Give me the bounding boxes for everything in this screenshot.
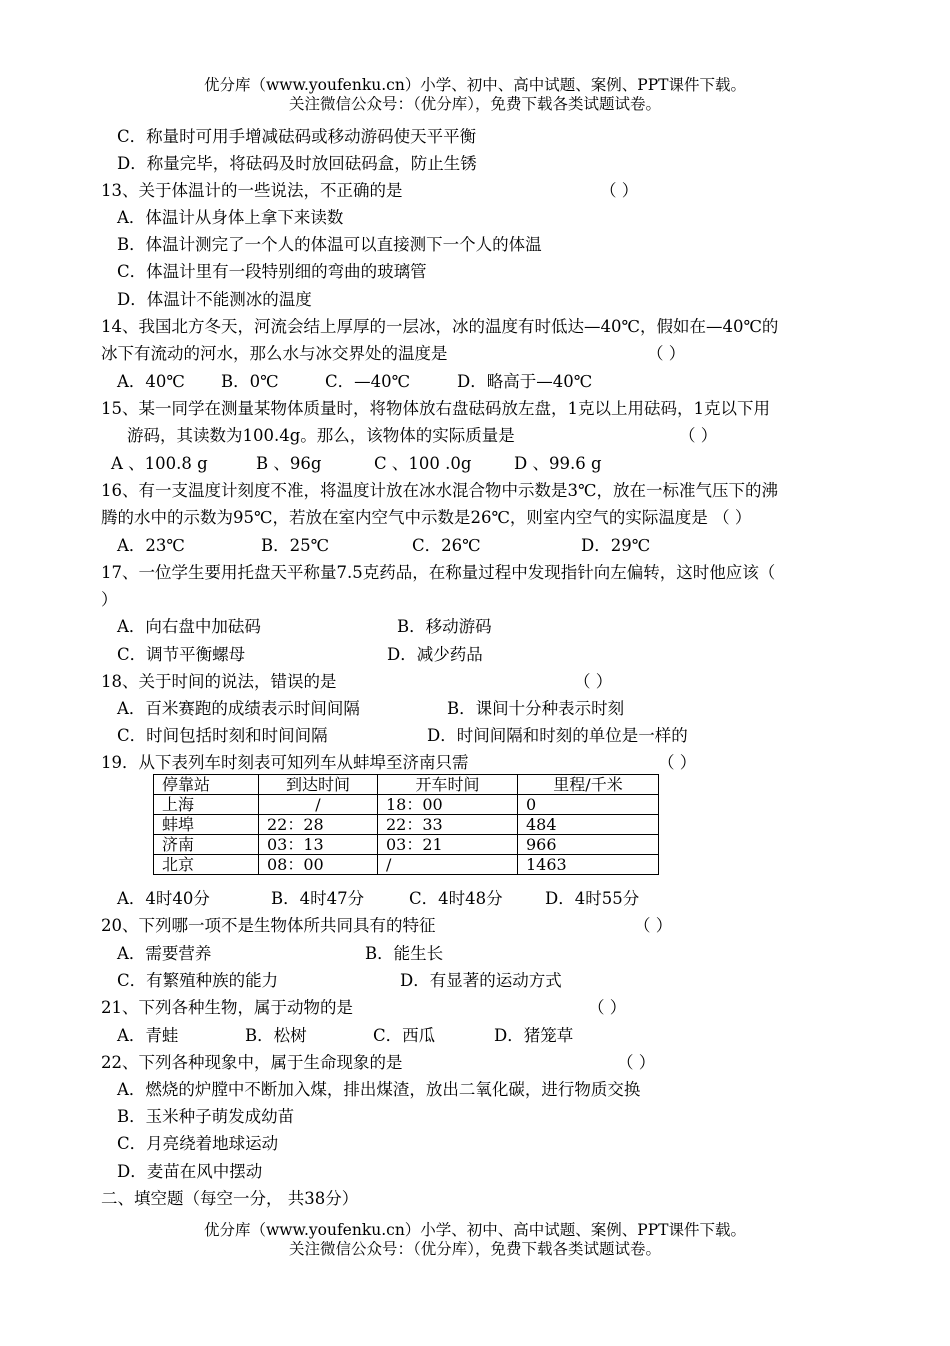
table-cell: 22：33 (378, 815, 518, 835)
q15-answer-blank: （ ） (679, 426, 718, 445)
table-cell: 上海 (154, 795, 259, 815)
q18-stem: 18、关于时间的说法，错误的是 (101, 672, 337, 691)
table-header-cell: 停靠站 (154, 775, 259, 795)
q13-option-a: A．体温计从身体上拿下来读数 (117, 208, 344, 227)
table-cell: 22：28 (259, 815, 378, 835)
q22-stem: 22、下列各种现象中，属于生命现象的是 (101, 1053, 403, 1072)
q16-option-a: A．23℃ (117, 536, 185, 555)
table-cell: 966 (518, 835, 659, 855)
table-cell: 484 (518, 815, 659, 835)
q19-stem: 19．从下表列车时刻表可知列车从蚌埠至济南只需 (101, 753, 469, 772)
q16-option-c: C．26℃ (412, 536, 481, 555)
header-line-2: 关注微信公众号：（优分库），免费下载各类试题试卷。 (288, 95, 661, 113)
q17-stem-line-2: ） (101, 590, 118, 609)
table-row (154, 795, 659, 815)
table-row (154, 855, 659, 875)
q22-option-c: C．月亮绕着地球运动 (117, 1134, 279, 1153)
table-cell: 济南 (154, 835, 259, 855)
q21-option-d: D．猪笼草 (494, 1026, 574, 1045)
q19-option-b: B．4时47分 (271, 889, 365, 908)
q16-option-d: D．29℃ (581, 536, 651, 555)
footer-line-2: 关注微信公众号：（优分库），免费下载各类试题试卷。 (288, 1240, 661, 1258)
table-header-cell: 里程/千米 (518, 775, 659, 795)
q14-option-b: B．0℃ (221, 372, 279, 391)
q14-option-a: A．40℃ (117, 372, 185, 391)
q15-option-c: C 、100 .0g (374, 454, 472, 473)
q15-stem-line-1: 15、某一同学在测量某物体质量时，将物体放右盘砝码放左盘，1克以上用砝码，1克以下用 (101, 399, 770, 418)
q17-option-a: A．向右盘中加砝码 (117, 617, 261, 636)
q14-option-c: C．—40℃ (325, 372, 411, 391)
q21-option-b: B．松树 (245, 1026, 307, 1045)
q21-option-c: C．西瓜 (373, 1026, 436, 1045)
q20-option-b: B．能生长 (365, 944, 444, 963)
q20-stem: 20、下列哪一项不是生物体所共同具有的特征 (101, 916, 436, 935)
table-header-row (154, 775, 659, 795)
q17-stem-line-1: 17、一位学生要用托盘天平称量7.5克药品，在称量过程中发现指针向左偏转，这时他应该（ (101, 563, 776, 582)
q15-option-d: D 、99.6 g (514, 454, 602, 473)
table-cell: 03：21 (378, 835, 518, 855)
train-timetable (153, 774, 659, 875)
table-cell: 08：00 (259, 855, 378, 875)
section-2-title: 二、填空题（每空一分， 共38分） (101, 1189, 359, 1208)
header-line-1: 优分库（www.youfenku.cn）小学、初中、高中试题、案例、PPT课件下载。 (203, 76, 747, 94)
q15-option-a: A 、100.8 g (111, 454, 208, 473)
q14-stem-line-1: 14、我国北方冬天，河流会结上厚厚的一层冰，冰的温度有时低达—40℃，假如在—40℃的 (101, 317, 779, 336)
q18-answer-blank: （ ） (574, 672, 613, 691)
q17-option-d: D．减少药品 (387, 645, 483, 664)
table-cell: 03：13 (259, 835, 378, 855)
q18-option-b: B．课间十分种表示时刻 (447, 699, 625, 718)
q12-option-c: C．称量时可用手增减砝码或移动游码使天平平衡 (117, 127, 477, 146)
table-row (154, 815, 659, 835)
q17-option-c: C．调节平衡螺母 (117, 645, 246, 664)
table-cell: 蚌埠 (154, 815, 259, 835)
q21-stem: 21、下列各种生物，属于动物的是 (101, 998, 353, 1017)
table-header-cell: 开车时间 (378, 775, 518, 795)
q13-stem: 13、关于体温计的一些说法，不正确的是 (101, 181, 403, 200)
q14-stem-line-2: 冰下有流动的河水，那么水与冰交界处的温度是 (101, 344, 448, 363)
footer-line-1: 优分库（www.youfenku.cn）小学、初中、高中试题、案例、PPT课件下载。 (203, 1221, 747, 1239)
table-cell: 0 (518, 795, 659, 815)
q20-answer-blank: （ ） (634, 916, 673, 935)
table-cell: / (259, 795, 378, 815)
q19-option-d: D．4时55分 (545, 889, 640, 908)
q20-option-a: A．需要营养 (117, 944, 212, 963)
q14-option-d: D．略高于—40℃ (457, 372, 593, 391)
table-cell: / (378, 855, 518, 875)
q22-answer-blank: （ ） (617, 1053, 656, 1072)
q22-option-d: D．麦苗在风中摆动 (117, 1162, 263, 1181)
table-cell: 1463 (518, 855, 659, 875)
q18-option-a: A．百米赛跑的成绩表示时间间隔 (117, 699, 360, 718)
table-row (154, 835, 659, 855)
q16-stem-line-1: 16、有一支温度计刻度不准，将温度计放在冰水混合物中示数是3℃，放在一标准气压下的沸 (101, 481, 778, 500)
q20-option-c: C．有繁殖种族的能力 (117, 971, 279, 990)
q13-option-c: C．体温计里有一段特别细的弯曲的玻璃管 (117, 262, 427, 281)
q21-answer-blank: （ ） (588, 998, 627, 1017)
q12-option-d: D．称量完毕，将砝码及时放回砝码盒，防止生锈 (117, 154, 477, 173)
table-cell: 北京 (154, 855, 259, 875)
q16-stem-line-2: 腾的水中的示数为95℃，若放在室内空气中示数是26℃，则室内空气的实际温度是 （ ） (101, 508, 752, 527)
q17-option-b: B．移动游码 (397, 617, 492, 636)
q16-option-b: B．25℃ (261, 536, 330, 555)
q13-option-b: B．体温计测完了一个人的体温可以直接测下一个人的体温 (117, 235, 542, 254)
q15-stem-line-2: 游码，其读数为100.4g。那么，该物体的实际质量是 (127, 426, 515, 445)
q15-option-b: B 、96g (256, 454, 322, 473)
q19-option-a: A．4时40分 (117, 889, 210, 908)
q21-option-a: A．青蛙 (117, 1026, 179, 1045)
table-cell: 18：00 (378, 795, 518, 815)
q13-option-d: D．体温计不能测冰的温度 (117, 290, 312, 309)
q20-option-d: D．有显著的运动方式 (400, 971, 562, 990)
table-header-cell: 到达时间 (259, 775, 378, 795)
q22-option-b: B．玉米种子萌发成幼苗 (117, 1107, 295, 1126)
q22-option-a: A．燃烧的炉膛中不断加入煤，排出煤渣，放出二氧化碳，进行物质交换 (117, 1080, 641, 1099)
q13-answer-blank: （ ） (600, 181, 639, 200)
q18-option-d: D．时间间隔和时刻的单位是一样的 (427, 726, 688, 745)
q14-answer-blank: （ ） (647, 344, 686, 363)
q19-answer-blank: （ ） (658, 753, 697, 772)
q18-option-c: C．时间包括时刻和时间间隔 (117, 726, 328, 745)
q19-option-c: C．4时48分 (409, 889, 503, 908)
